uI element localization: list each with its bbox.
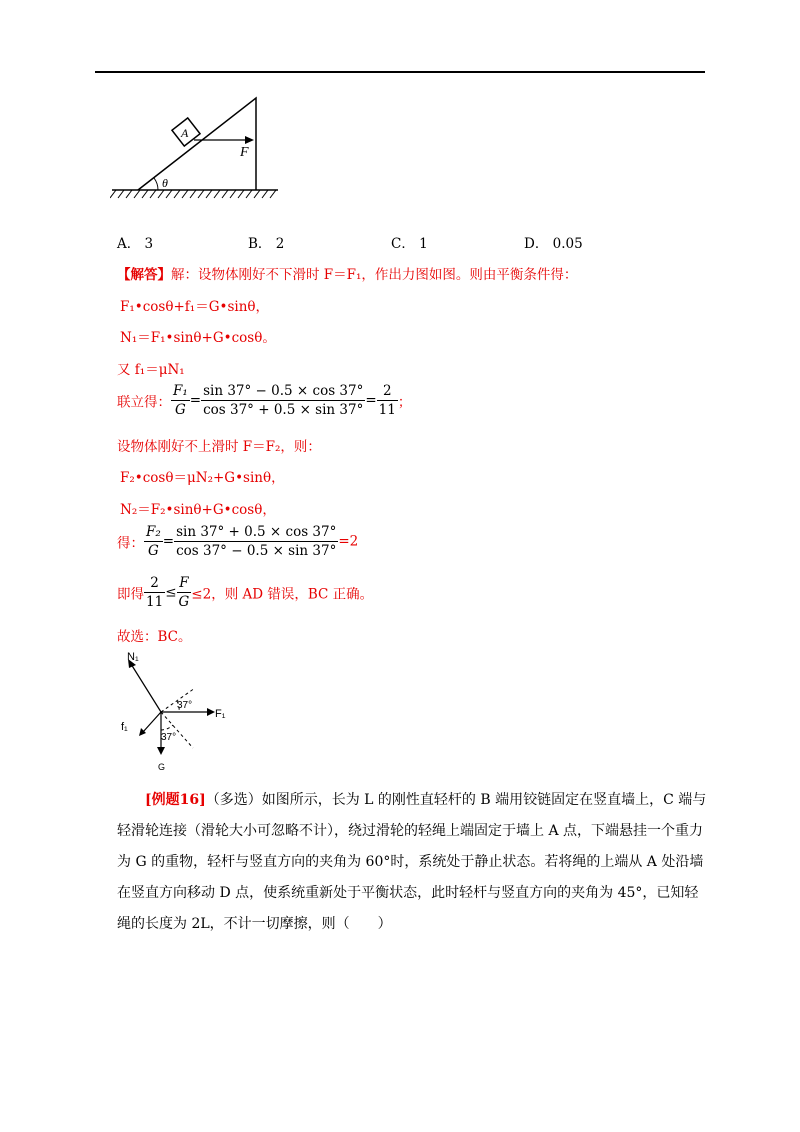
label-G: G <box>158 762 166 772</box>
label-theta: θ <box>162 176 168 190</box>
equation-range: 即得 $\frac{2}{11}$ ≤ $\frac{F}{G}$ ≤2，则 AD 错误，BC 正确。 <box>117 575 374 610</box>
force-diagram <box>115 650 235 775</box>
eq3: 又 f₁＝μN₁ <box>117 362 185 378</box>
incline-figure <box>110 90 285 205</box>
option-b: B． 2 <box>248 236 285 252</box>
option-c: C． 1 <box>391 236 428 252</box>
option-a: A． 3 <box>117 236 154 252</box>
option-d: D． 0.05 <box>524 236 583 252</box>
answer: 故选：BC。 <box>117 629 192 645</box>
label-F1: F₁ <box>215 708 226 720</box>
label-N1: N₁ <box>127 651 139 663</box>
eq4: F₂•cosθ＝μN₂+G•sinθ， <box>120 470 285 486</box>
equation-get: 得： $\frac{\text{F₂}}{G}$ = $\frac{\sin 37^\circ + 0.5 \times \cos 37^\circ}{\cos 37^\circ - 0.5 \times \sin 37^\circ}$ =2 <box>117 524 359 559</box>
label-angle-bottom: 37° <box>161 732 177 743</box>
example-16: [例题16]（多选）如图所示，长为 L 的刚性直轻杆的 B 端用铰链固定在竖直墙上，C 端与轻滑轮连接（滑轮大小可忽略不计），绕过滑轮的轻绳上端固定于墙上 A 点，下端悬挂一个重力为 G 的重物，轻杆与竖直方向的夹角为 60°时，系统处于静止状态。若将绳的上端从 A 处沿墙在竖直方向移动 D 点，使系统重新处于平衡状态，此时轻杆与竖直方向的夹角为 45°，已知轻绳的长度为 2L，不计一切摩擦，则（ ） <box>117 792 707 932</box>
equation-combined: 联立得： $\frac{\text{F₁}}{G}$ = $\frac{\sin 37^\circ - 0.5 \times \cos 37^\circ}{\cos 37^\circ + 0.5 \times \sin 37^\circ}$ = $\frac{2}{11}$ ； <box>117 383 412 418</box>
label-A: A <box>181 126 189 140</box>
solution-line1: 【解答】解：设物体刚好不下滑时 F＝F₁，作出力图如图。则由平衡条件得： <box>117 267 578 283</box>
header-rule <box>95 71 705 73</box>
solution-line2: 设物体刚好不上滑时 F＝F₂，则： <box>117 439 321 455</box>
eq1: F₁•cosθ+f₁＝G•sinθ， <box>120 299 270 315</box>
eq2: N₁＝F₁•sinθ+G•cosθ。 <box>120 330 276 346</box>
label-f1: f₁ <box>121 721 128 733</box>
label-angle-top: 37° <box>177 700 193 711</box>
label-F: F <box>240 145 249 160</box>
eq5: N₂＝F₂•sinθ+G•cosθ， <box>120 502 276 518</box>
